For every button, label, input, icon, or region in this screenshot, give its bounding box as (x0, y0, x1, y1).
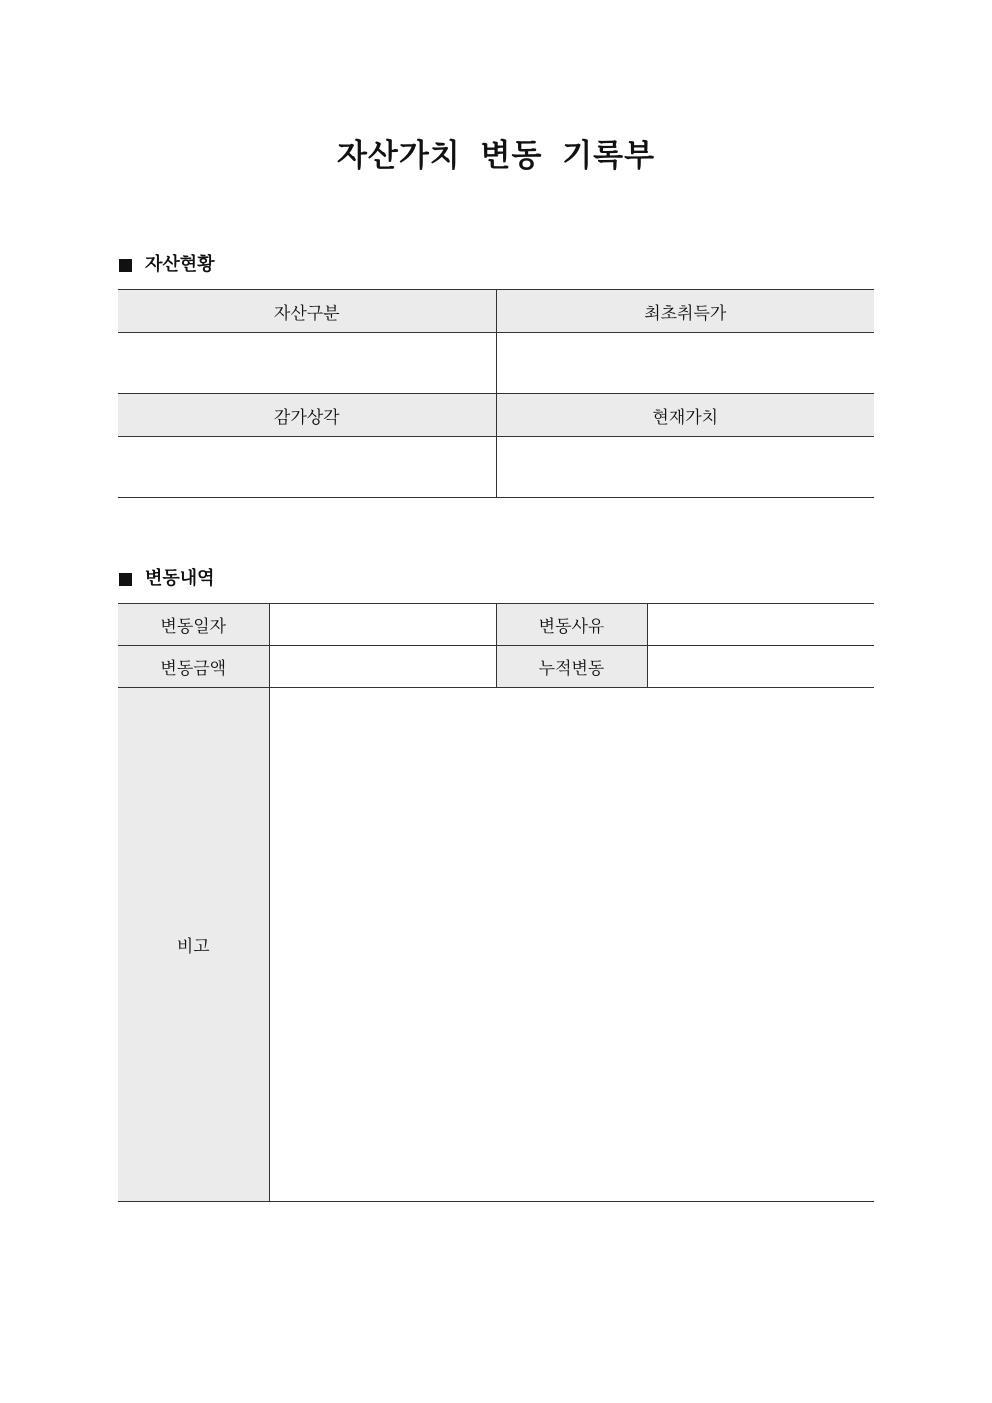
document-title: 자산가치 변동 기록부 (336, 138, 656, 174)
square-bullet-icon (119, 573, 132, 586)
depreciation-field[interactable] (118, 437, 496, 498)
table-row (118, 646, 874, 688)
table-row (118, 688, 874, 1202)
square-bullet-icon (119, 259, 132, 272)
change-amount-label: 변동금액 (118, 646, 269, 688)
initial-cost-label: 최초취득가 (496, 290, 874, 333)
table-row (118, 437, 874, 498)
remarks-label: 비고 (118, 688, 269, 1202)
table-row (118, 333, 874, 394)
remarks-field[interactable] (269, 688, 874, 1202)
change-details-heading-text: 변동내역 (145, 568, 215, 589)
current-value-label: 현재가치 (496, 394, 874, 437)
asset-status-heading (119, 252, 215, 278)
asset-status-table (118, 289, 874, 498)
depreciation-label: 감가상각 (118, 394, 496, 437)
table-row (118, 394, 874, 437)
change-reason-field[interactable] (647, 604, 874, 646)
asset-category-label: 자산구분 (118, 290, 496, 333)
cumulative-change-field[interactable] (647, 646, 874, 688)
change-date-label: 변동일자 (118, 604, 269, 646)
change-details-heading (119, 566, 215, 592)
initial-cost-field[interactable] (496, 333, 874, 394)
change-details-table (118, 603, 874, 1202)
asset-status-heading-text: 자산현황 (145, 254, 215, 275)
table-row (118, 604, 874, 646)
asset-category-field[interactable] (118, 333, 496, 394)
change-reason-label: 변동사유 (496, 604, 647, 646)
current-value-field[interactable] (496, 437, 874, 498)
cumulative-change-label: 누적변동 (496, 646, 647, 688)
table-row (118, 290, 874, 333)
change-amount-field[interactable] (269, 646, 496, 688)
change-date-field[interactable] (269, 604, 496, 646)
